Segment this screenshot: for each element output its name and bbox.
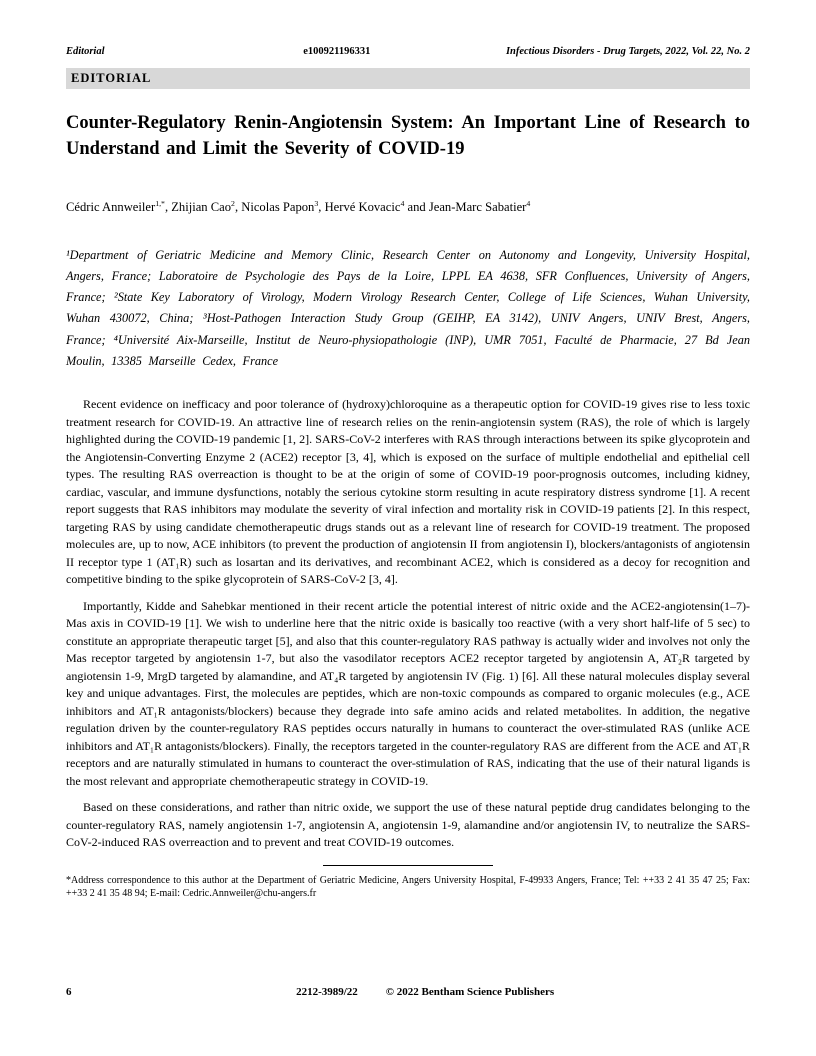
author-separator: , [318, 199, 325, 214]
author-separator: , [234, 199, 242, 214]
author-name: Cédric Annweiler [66, 199, 156, 214]
copyright: © 2022 Bentham Science Publishers [385, 986, 555, 998]
page-footer [66, 986, 750, 998]
author-affiliation-marker: 1,* [155, 198, 165, 208]
header-section-label: Editorial [66, 46, 105, 57]
correspondence-footnote: *Address correspondence to this author at the Department of Geriatric Medicine, Angers University Hospital, F-49933 Angers, France; Tel: ++33 2 41 35 47 25; Fax: ++33 2 41 35 48 94; E-mail: Cedric.Annweiler@chu-angers.fr [66, 874, 750, 900]
page-number: 6 [66, 986, 72, 998]
author-name: Jean-Marc Sabatier [428, 199, 527, 214]
journal-citation: Infectious Disorders - Drug Targets, 2022, Vol. 22, No. 2 [505, 46, 750, 57]
editorial-banner: EDITORIAL [66, 68, 750, 89]
running-header [66, 46, 750, 57]
author-separator: , [164, 199, 172, 214]
article-body [66, 396, 750, 852]
author-name: Nicolas Papon [241, 199, 315, 214]
author-name: Zhijian Cao [171, 199, 232, 214]
author-line [66, 200, 750, 215]
author-affiliation-marker: 2 [231, 198, 235, 208]
author-name: Hervé Kovacic [324, 199, 401, 214]
author-affiliation-marker: 4 [400, 198, 405, 208]
footer-center [237, 986, 613, 998]
body-paragraph: Based on these considerations, and rather than nitric oxide, we support the use of these natural peptide drug candidates belonging to the counter-regulatory RAS, namely angiotensin 1-7, angiotensin A, angiotensin 1-9, alamandine and/or angiotensin IV, to neutralize the SARS-CoV-2-induced RAS overreaction and to prevent and treat COVID-19 outcomes. [66, 800, 750, 850]
author-affiliation-marker: 3 [314, 198, 319, 208]
footnote-divider [323, 865, 493, 866]
body-paragraph: Importantly, Kidde and Sahebkar mentioned in their recent article the potential interest of nitric oxide and the ACE2-angiotensin(1–7)-Mas axis in COVID-19 [1]. We wish to underline here that the nitric oxide is basically too reactive (with a very short half-life of 5 sec) to constitute an appropriate therapeutic target [5], and also that this counter-regulatory RAS pathway is actually wider and involves not only the Mas receptor targeted by angiotensin 1-7, but also the vasodilator receptors ACE2 receptor targeted by angiotensin A, AT₂R targeted by angiotensin 1-9, MrgD targeted by alamandine, and AT₄R targeted by angiotensin IV (Fig. 1) [6]. All these natural molecules display several key and unique advantages. First, the molecules are peptides, which are non-toxic compounds as compared to organic molecules (e.g., ACE inhibitors and AT₁R antagonists/blockers) because they degrade into safe amino acids and related metabolites. In addition, the negative regulation driven by the counter-regulatory RAS peptides occurs naturally in humans to counteract the over-stimulated RAS (unlike ACE inhibitors and AT₁R antagonists/blockers). Finally, the receptors targeted in the counter-regulatory RAS are different from the ACE and AT₁R receptors and are naturally stimulated in humans to counteract the over-stimulation of RAS, indicating that the use of their natural ligands is the most relevant and appropriate chemotherapeutic strategy in COVID-19. [66, 598, 750, 788]
body-paragraph: Recent evidence on inefficacy and poor tolerance of (hydroxy)chloroquine as a therapeutic option for COVID-19 gives rise to less toxic treatment research for COVID-19. An attractive line of research relies on the renin-angiotensin system (RAS), the role of which is largely highlighted during the COVID-19 pandemic [1, 2]. SARS-CoV-2 interferes with RAS through interactions between its spike glycoprotein and the Angiotensin-Converting Enzyme 2 (ACE2) receptor [3, 4], which is exposed on the surface of multiple endothelial and epithelial cell types. The resulting RAS overreaction is thought to be at the origin of some of COVID-19 poor-prognosis outcomes, including kidney, cardiac, vascular, and immune dysfunctions, notably the serious cytokine storm resulting in acute respiratory distress syndrome [1]. A recent report suggests that RAS inhibitors may modulate the severity of viral infection and mortality risk in COVID-19 patients [2]. In this respect, targeting RAS by using candidate chemotherapeutic drugs stands out as a relevant line of research for COVID-19 treatment. The proposed molecules are, up to now, ACE inhibitors (to prevent the production of angiotensin II from angiotensin I), blockers/antagonists of angiotensin II receptor type 1 (AT₁R) such as losartan and its derivatives, and recombinant ACE2, which is considered as a decoy for recognition and competitive binding to the spike glycoprotein of SARS-CoV-2 [3, 4]. [66, 397, 750, 587]
author-separator: and [404, 199, 429, 214]
article-title: Counter-Regulatory Renin-Angiotensin System: An Important Line of Research to Understand and Limit the Severity of COVID-19 [66, 113, 750, 160]
issn: 2212-3989/22 [296, 986, 358, 998]
affiliations: ¹Department of Geriatric Medicine and Memory Clinic, Research Center on Autonomy and Longevity, University Hospital, Angers, France; Laboratoire de Psychologie des Pays de la Loire, LPPL EA 4638, SFR Confluences, University of Angers, France; ²State Key Laboratory of Virology, Modern Virology Research Center, College of Life Sciences, Wuhan University, Wuhan 430072, China; ³Host-Pathogen Interaction Study Group (GEIHP, EA 3142), UNIV Angers, UNIV Brest, Angers, France; ⁴Université Aix-Marseille, Institut de Neuro-physiopathologie (INP), UMR 7051, Faculté de Pharmacie, 27 Bd Jean Moulin, 13385 Marseille Cedex, France [66, 247, 750, 369]
article-id: e100921196331 [303, 46, 371, 57]
author-affiliation-marker: 4 [526, 198, 531, 208]
